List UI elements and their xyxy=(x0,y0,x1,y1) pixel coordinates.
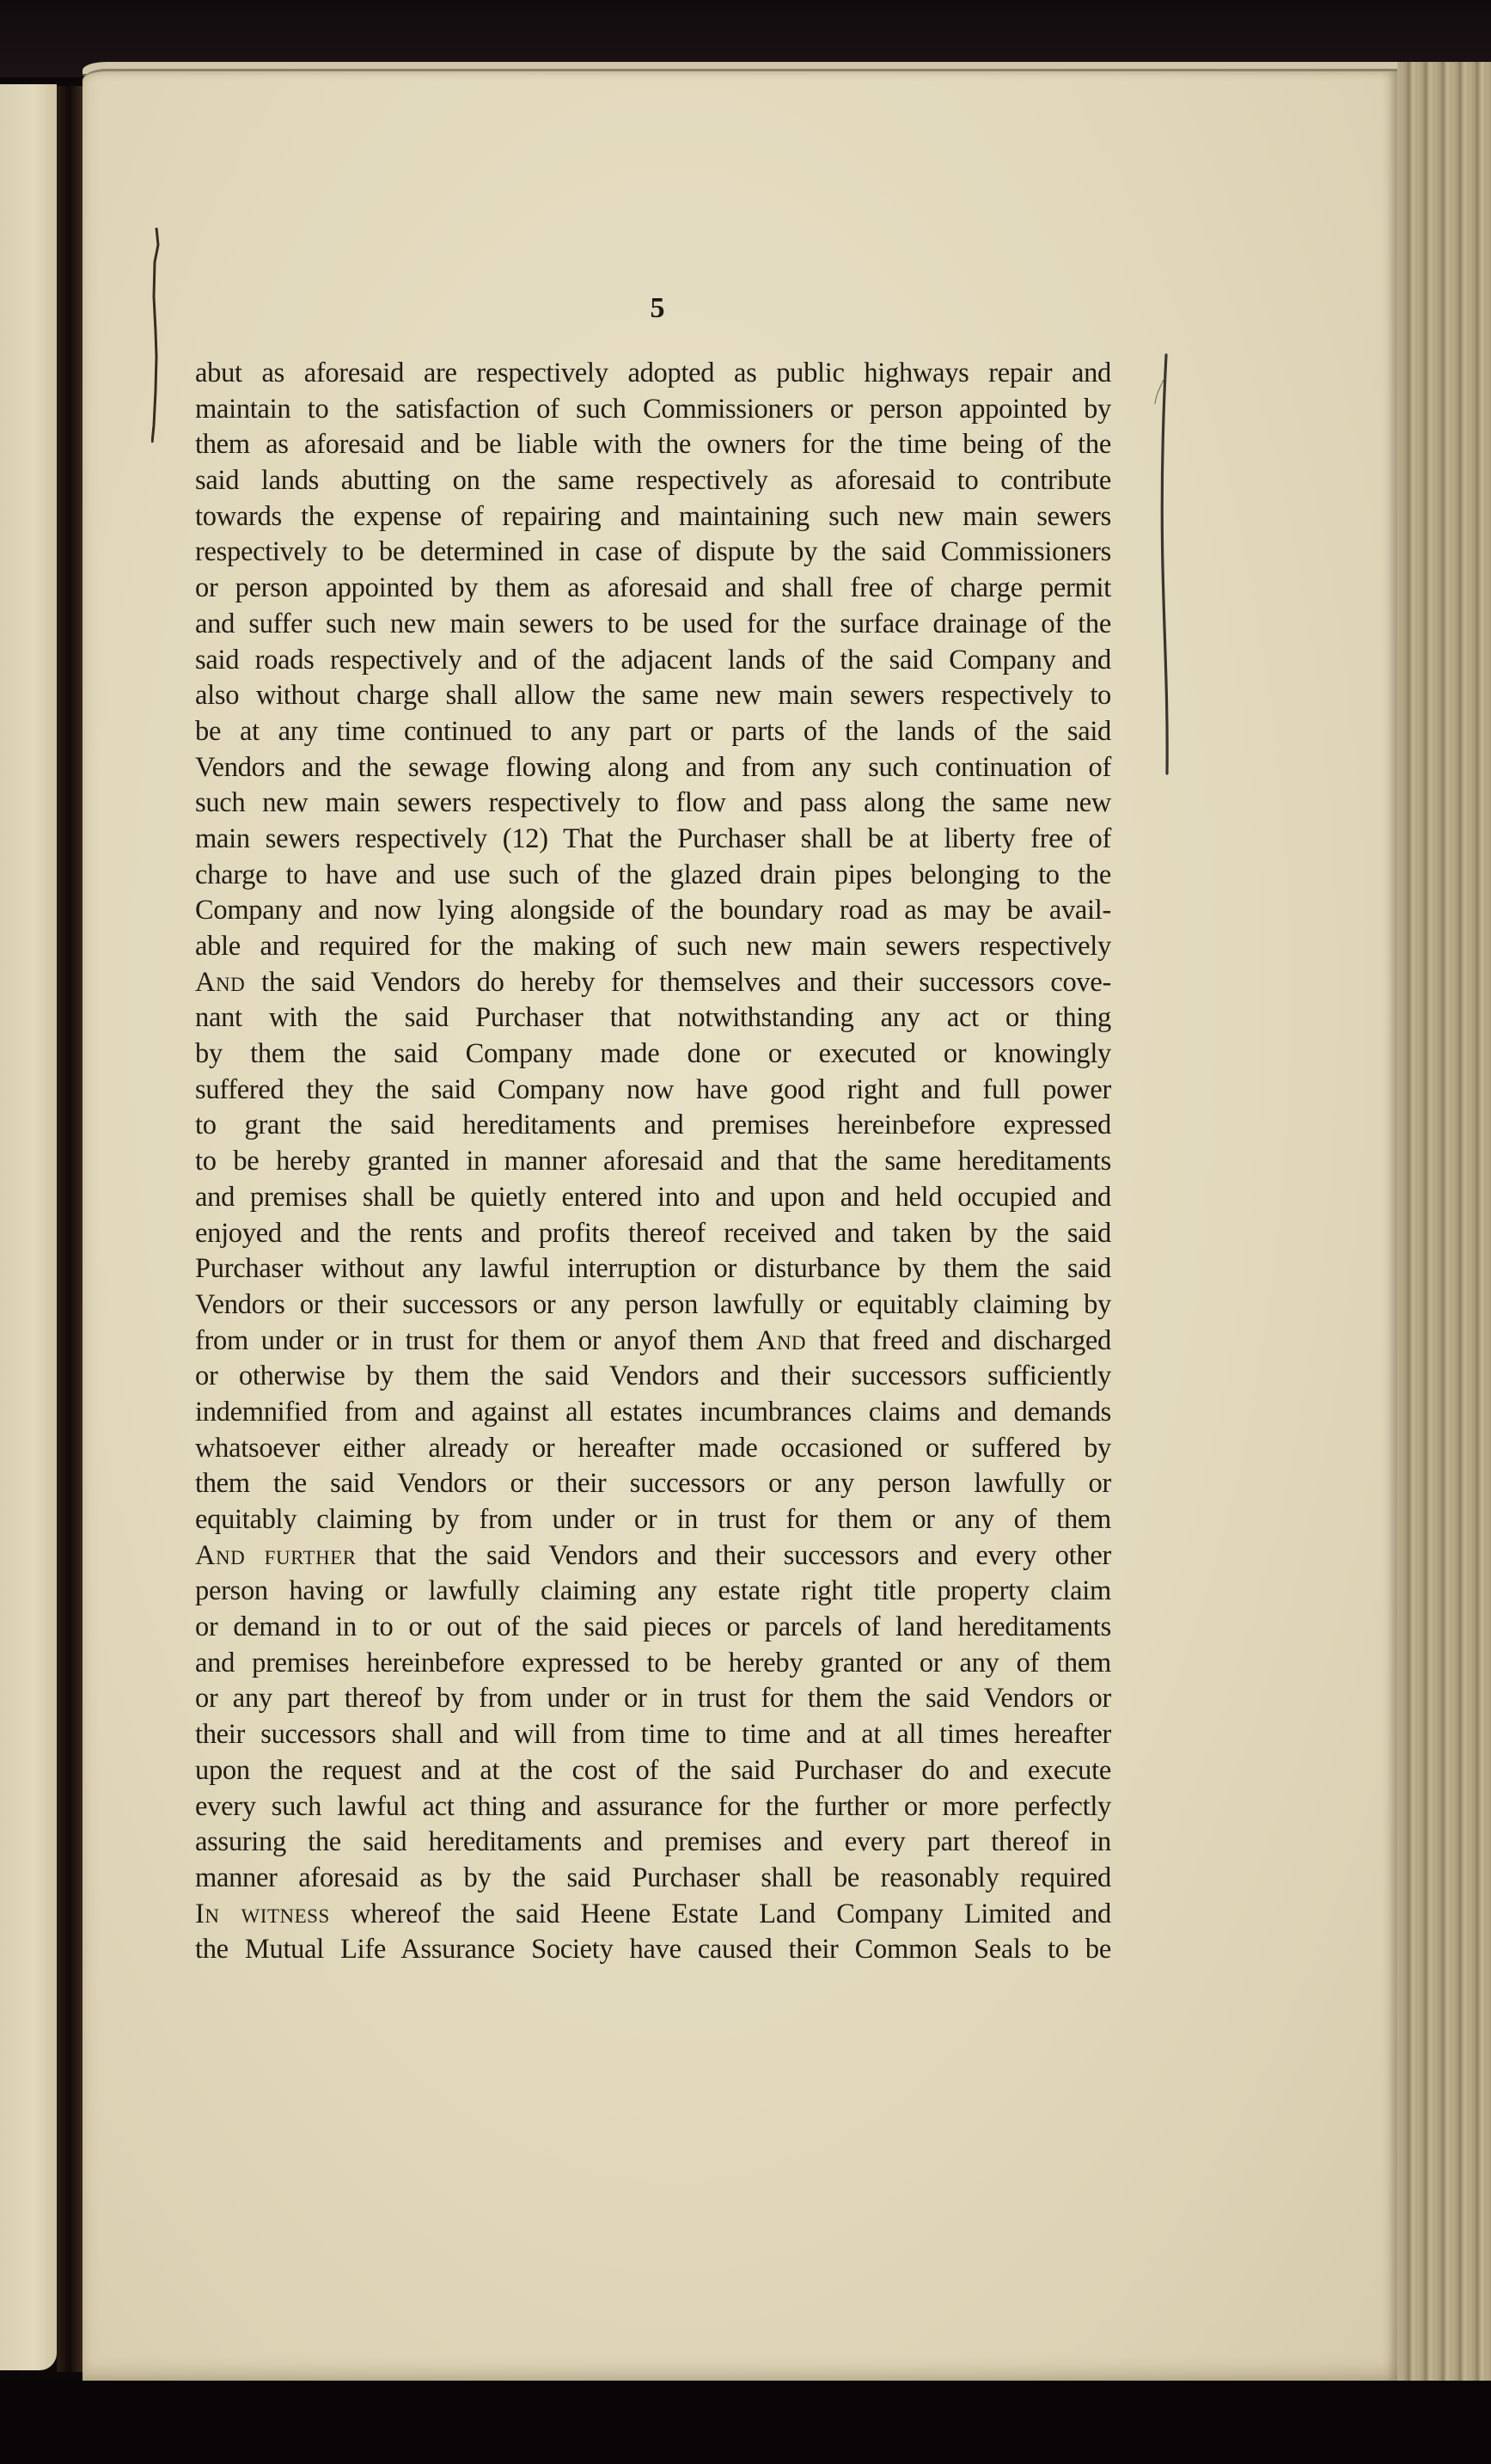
text-segment: or otherwise by them the said Vendors and their successors sufficiently xyxy=(195,1360,1111,1392)
text-segment: nant with the said Purchaser that notwithstanding any act or thing xyxy=(195,1002,1111,1034)
text-segment: suffered they the said Company now have good right and full power xyxy=(195,1073,1111,1105)
small-caps-text: And xyxy=(195,966,246,998)
text-segment: said lands abutting on the same respectively as aforesaid to contribute xyxy=(195,465,1111,497)
text-line xyxy=(195,1180,1111,1216)
text-segment: main sewers respectively (12) That the Purchaser shall be at liberty free of xyxy=(195,822,1111,854)
text-line xyxy=(195,1646,1111,1682)
text-segment: them as aforesaid and be liable with the owners for the time being of the xyxy=(195,429,1111,461)
text-segment: Vendors or their successors or any person lawfully or equitably claiming by xyxy=(195,1288,1111,1320)
text-line xyxy=(195,1000,1111,1036)
text-segment: assuring the said hereditaments and premises and every part thereof in xyxy=(195,1826,1111,1858)
text-segment: abut as aforesaid are respectively adopted as public highways repair and xyxy=(195,358,1111,388)
text-segment: such new main sewers respectively to flow and pass along the same new xyxy=(195,787,1111,819)
page-stack-edges xyxy=(1384,62,1491,2382)
text-line xyxy=(195,1502,1111,1538)
text-segment: person having or lawfully claiming any estate right title property claim xyxy=(195,1575,1111,1607)
text-line xyxy=(195,1431,1111,1467)
text-segment: or demand in to or out of the said pieces or parcels of land hereditaments xyxy=(195,1611,1111,1643)
text-segment: every such lawful act thing and assurance for the further or more perfectly xyxy=(195,1790,1111,1822)
text-line xyxy=(195,1825,1111,1861)
text-line xyxy=(195,786,1111,822)
text-segment: enjoyed and the rents and profits thereof received and taken by the said xyxy=(195,1217,1111,1249)
text-segment: maintain to the satisfaction of such Commissioners or person appointed by xyxy=(195,393,1111,425)
text-line xyxy=(195,1574,1111,1610)
text-segment: that freed and discharged xyxy=(806,1324,1111,1356)
small-caps-text: In witness xyxy=(195,1898,330,1929)
text-line xyxy=(195,499,1111,535)
text-line xyxy=(195,1466,1111,1502)
text-line xyxy=(195,1538,1111,1574)
text-segment: able and required for the making of such new main sewers respectively xyxy=(195,931,1111,962)
text-line xyxy=(195,1324,1111,1360)
text-segment: said roads respectively and of the adjacent lands of the said Company and xyxy=(195,644,1111,676)
text-line xyxy=(195,1108,1111,1144)
text-line xyxy=(195,750,1111,786)
text-line xyxy=(195,571,1111,607)
text-segment: the said Vendors do hereby for themselves and their successors cove- xyxy=(245,966,1111,998)
text-segment: the Mutual Life Assurance Society have caused their Common Seals to be xyxy=(195,1934,1111,1966)
text-line xyxy=(195,535,1111,571)
text-segment: indemnified from and against all estates incumbrances claims and demands xyxy=(195,1396,1111,1428)
text-line xyxy=(195,427,1111,463)
text-line xyxy=(195,1610,1111,1646)
text-segment: from under or in trust for them or anyof them xyxy=(195,1324,756,1356)
body-text xyxy=(195,356,1111,1968)
text-line xyxy=(195,1073,1111,1109)
text-segment: them the said Vendors or their successors or any person lawfully or xyxy=(195,1468,1111,1500)
text-line xyxy=(195,1789,1111,1825)
text-line xyxy=(195,1287,1111,1324)
small-caps-text: And xyxy=(755,1324,807,1356)
text-line xyxy=(195,607,1111,643)
text-line xyxy=(195,1395,1111,1431)
text-segment: to grant the said hereditaments and premises hereinbefore expressed xyxy=(195,1110,1111,1141)
text-line xyxy=(195,858,1111,894)
text-segment: respectively to be determined in case of dispute by the said Commissioners xyxy=(195,536,1111,568)
text-segment: whereof the said Heene Estate Land Company Limited and xyxy=(329,1898,1111,1929)
text-segment: to be hereby granted in manner aforesaid and that the same hereditaments xyxy=(195,1146,1111,1177)
text-line xyxy=(195,463,1111,499)
text-segment: be at any time continued to any part or parts of the lands of the said xyxy=(195,715,1111,747)
text-line xyxy=(195,1897,1111,1933)
text-segment: manner aforesaid as by the said Purchaser shall be reasonably required xyxy=(195,1862,1111,1893)
text-line xyxy=(195,929,1111,965)
text-segment: Vendors and the sewage flowing along and from any such continuation of xyxy=(195,751,1111,783)
paper-tear-mark xyxy=(151,228,160,443)
page-number: 5 xyxy=(650,292,665,324)
text-segment: that the said Vendors and their successors and every other xyxy=(356,1539,1111,1571)
text-segment: and premises hereinbefore expressed to be hereby granted or any of them xyxy=(195,1647,1111,1678)
text-line xyxy=(195,1861,1111,1897)
text-line xyxy=(195,822,1111,858)
text-segment: upon the request and at the cost of the said Purchaser do and execute xyxy=(195,1754,1111,1786)
text-segment: whatsoever either already or hereafter made occasioned or suffered by xyxy=(195,1432,1111,1464)
text-segment: Company and now lying alongside of the boundary road as may be avail- xyxy=(195,895,1111,926)
text-line xyxy=(195,1932,1111,1968)
text-segment: and suffer such new main sewers to be used for the surface drainage of the xyxy=(195,608,1111,639)
text-line xyxy=(195,678,1111,714)
text-line xyxy=(195,1036,1111,1073)
facing-page-edge xyxy=(0,84,57,2370)
text-line xyxy=(195,1216,1111,1252)
text-segment: their successors shall and will from time to time and at all times hereafter xyxy=(195,1719,1111,1751)
text-line xyxy=(195,1753,1111,1789)
text-segment: and premises shall be quietly entered into and upon and held occupied and xyxy=(195,1181,1111,1213)
text-line xyxy=(195,965,1111,1001)
text-line xyxy=(195,714,1111,750)
text-line xyxy=(195,392,1111,428)
text-line xyxy=(195,1251,1111,1287)
text-segment: or any part thereof by from under or in trust for them the said Vendors or xyxy=(195,1683,1111,1715)
text-segment: towards the expense of repairing and maintaining such new main sewers xyxy=(195,500,1111,532)
book-cover-bottom xyxy=(0,2381,1491,2464)
small-caps-text: And further xyxy=(195,1539,357,1571)
text-segment: by them the said Company made done or executed or knowingly xyxy=(195,1038,1111,1070)
pencil-margin-line xyxy=(1152,352,1177,782)
text-line xyxy=(195,893,1111,929)
text-line xyxy=(195,1681,1111,1717)
text-line xyxy=(195,1717,1111,1753)
text-line xyxy=(195,643,1111,679)
book-gutter xyxy=(57,86,82,2372)
text-segment: Purchaser without any lawful interruption or disturbance by them the said xyxy=(195,1253,1111,1285)
text-segment: also without charge shall allow the same new main sewers respectively to xyxy=(195,680,1111,712)
text-segment: charge to have and use such of the glazed drain pipes belonging to the xyxy=(195,859,1111,890)
text-line xyxy=(195,1359,1111,1395)
text-line xyxy=(195,1144,1111,1180)
text-segment: or person appointed by them as aforesaid and shall free of charge permit xyxy=(195,572,1111,604)
text-segment: equitably claiming by from under or in trust for them or any of them xyxy=(195,1504,1111,1535)
text-line xyxy=(195,356,1111,392)
